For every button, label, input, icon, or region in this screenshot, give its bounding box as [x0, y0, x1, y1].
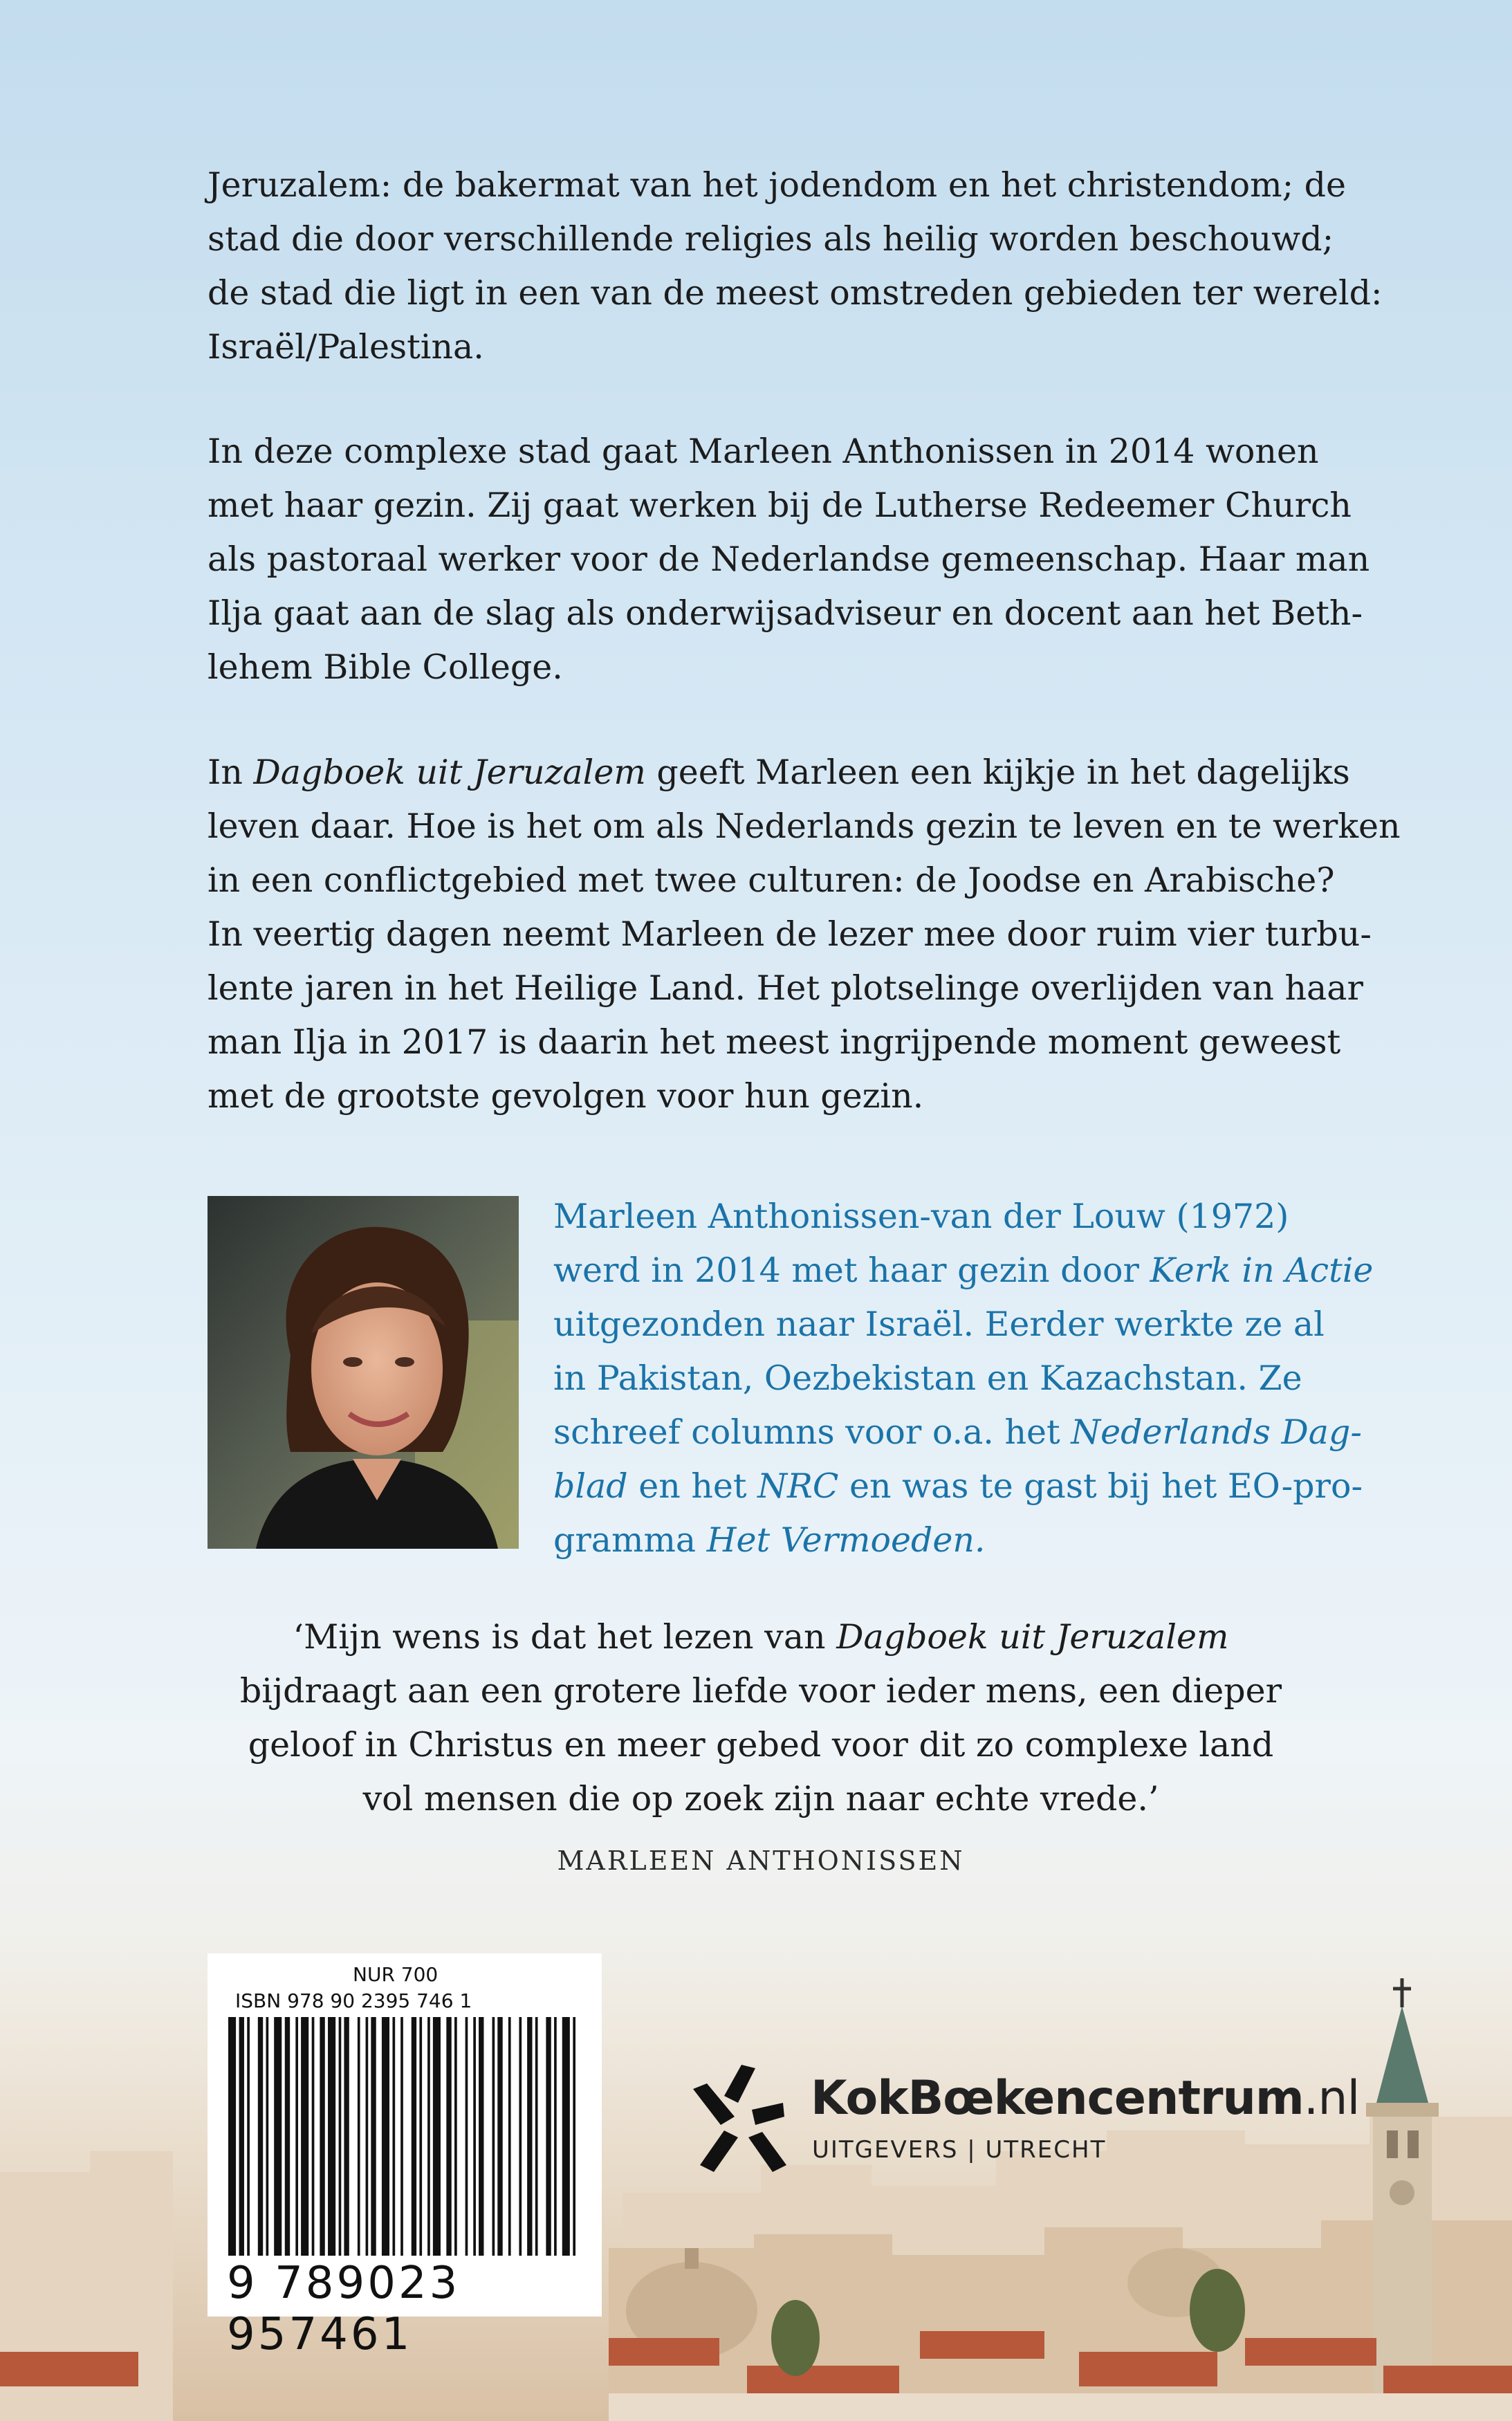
kokboekencentrum-logo-icon: [686, 2061, 790, 2179]
nur-code: NUR 700: [353, 1963, 439, 1986]
bio-emphasis: blad: [553, 1466, 628, 1506]
barcode-bar: [562, 2017, 570, 2256]
context-line: Ilja gaat aan de slag als onderwijsadviseur en docent aan het Beth-: [208, 593, 1363, 633]
publisher-name-text: KokBœkencentrum: [811, 2071, 1304, 2126]
intro-line: Israël/Palestina.: [208, 327, 484, 367]
bio-text: schreef columns voor o.a. het: [553, 1412, 1071, 1452]
barcode-bars-icon: [228, 2017, 581, 2256]
barcode-bar: [228, 2017, 236, 2256]
summary-line: met de grootste gevolgen voor hun gezin.: [208, 1076, 924, 1116]
context-line: met haar gezin. Zij gaat werken bij de Lutherse Redeemer Church: [208, 486, 1352, 525]
intro-line: Jeruzalem: de bakermat van het jodendom en het christendom; de: [208, 165, 1347, 205]
isbn-number: ISBN 978 90 2395 746 1: [235, 1989, 472, 2012]
bio-line: [553, 1244, 1374, 1298]
summary-line: man Ilja in 2017 is daarin het meest ingrijpende moment geweest: [208, 1022, 1341, 1062]
summary-line: in een conflictgebied met twee culturen: de Joodse en Arabische?: [208, 860, 1335, 900]
barcode-bar: [419, 2017, 422, 2256]
bio-text: gramma: [553, 1520, 707, 1560]
bio-line: [553, 1460, 1363, 1513]
author-portrait-icon: [208, 1196, 519, 1549]
barcode-bar: [546, 2017, 551, 2256]
summary-line: In veertig dagen neemt Marleen de lezer mee door ruim vier turbu-: [208, 914, 1372, 954]
context-paragraph: [208, 425, 1370, 694]
barcode-bar: [320, 2017, 324, 2256]
author-quote: [208, 1610, 1314, 1826]
context-line: als pastoraal werker voor de Nederlandse gemeenschap. Haar man: [208, 540, 1370, 579]
summary-line: [208, 746, 1350, 800]
bio-line: in Pakistan, Oezbekistan en Kazachstan. Ze: [553, 1359, 1302, 1398]
barcode-bar: [382, 2017, 389, 2256]
barcode-bar: [554, 2017, 557, 2256]
barcode-bar: [497, 2017, 502, 2256]
barcode-bar: [344, 2017, 349, 2256]
barcode-bar: [285, 2017, 290, 2256]
barcode-bar: [366, 2017, 369, 2256]
publisher-tld: .nl: [1303, 2071, 1360, 2126]
quote-line: geloof in Christus en meer gebed voor dit zo complexe land: [248, 1725, 1274, 1765]
barcode-bar: [465, 2017, 468, 2256]
bio-text: werd in 2014 met haar gezin door: [553, 1251, 1150, 1290]
quote-line: bijdraagt aan een grotere liefde voor ieder mens, een dieper: [239, 1671, 1282, 1711]
publisher-name: [811, 2071, 1359, 2126]
intro-line: de stad die ligt in een van de meest omstreden gebieden ter wereld:: [208, 273, 1383, 313]
barcode-bar: [371, 2017, 376, 2256]
bio-line: [553, 1513, 1314, 1567]
barcode-bar: [473, 2017, 476, 2256]
bio-text: en het: [627, 1466, 758, 1506]
barcode-bar: [400, 2017, 403, 2256]
barcode-bar: [412, 2017, 416, 2256]
summary-paragraph: [208, 746, 1401, 1123]
quote-line: [208, 1610, 1314, 1664]
publisher-subtitle: UITGEVERS | UTRECHT: [812, 2136, 1107, 2164]
bio-emphasis: Het Vermoeden.: [706, 1520, 986, 1560]
barcode-panel: [208, 1953, 602, 2360]
quote-line: vol mensen die op zoek zijn naar echte vrede.’: [362, 1779, 1159, 1819]
bio-line: uitgezonden naar Israël. Eerder werkte ze al: [553, 1305, 1325, 1344]
barcode-digits: 9 789023 957461: [227, 2258, 461, 2360]
barcode-bar: [266, 2017, 269, 2256]
barcode-bar: [239, 2017, 244, 2256]
barcode-bar: [247, 2017, 250, 2256]
intro-line: stad die door verschillende religies als heilig worden beschouwd;: [208, 219, 1334, 259]
context-line: lehem Bible College.: [208, 647, 563, 687]
quote-emphasis: Dagboek uit Jeruzalem: [836, 1617, 1229, 1657]
barcode-bar: [492, 2017, 495, 2256]
bio-line: Marleen Anthonissen-van der Louw (1972): [553, 1197, 1289, 1236]
barcode-bar: [312, 2017, 315, 2256]
author-photo: [208, 1196, 519, 1549]
barcode-bar: [392, 2017, 395, 2256]
bio-emphasis: Kerk in Actie: [1150, 1251, 1374, 1290]
barcode-bar: [274, 2017, 282, 2256]
bio-emphasis: Nederlands Dag-: [1071, 1412, 1362, 1452]
quote-text: ‘Mijn wens is dat het lezen van: [293, 1617, 837, 1657]
barcode-bar: [527, 2017, 532, 2256]
barcode-bar: [433, 2017, 441, 2256]
bio-line: [553, 1406, 1362, 1460]
barcode-bar: [427, 2017, 430, 2256]
barcode-bar: [446, 2017, 451, 2256]
barcode-bar: [339, 2017, 342, 2256]
barcode-bar: [508, 2017, 511, 2256]
summary-line: lente jaren in het Heilige Land. Het plotselinge overlijden van haar: [208, 968, 1363, 1008]
summary-suffix: geeft Marleen een kijkje in het dagelijks: [645, 753, 1350, 792]
book-title: Dagboek uit Jeruzalem: [253, 753, 646, 792]
quote-author: MARLEEN ANTHONISSEN: [557, 1845, 965, 1876]
barcode-bar: [301, 2017, 308, 2256]
barcode-bar: [519, 2017, 522, 2256]
intro-paragraph: [208, 158, 1383, 374]
barcode-bar: [454, 2017, 457, 2256]
barcode-bar: [295, 2017, 298, 2256]
barcode-bar: [479, 2017, 483, 2256]
summary-line: leven daar. Hoe is het om als Nederlands gezin te leven en te werken: [208, 807, 1401, 846]
barcode-bar: [573, 2017, 575, 2256]
author-bio: [553, 1190, 1374, 1567]
barcode-bar: [358, 2017, 360, 2256]
barcode-bar: [535, 2017, 538, 2256]
summary-prefix: In: [208, 753, 254, 792]
bio-text: en was te gast bij het EO-pro-: [838, 1466, 1363, 1506]
context-line: In deze complexe stad gaat Marleen Anthonissen in 2014 wonen: [208, 432, 1319, 471]
barcode-bar: [258, 2017, 263, 2256]
bio-emphasis: NRC: [757, 1466, 839, 1506]
barcode-bar: [328, 2017, 335, 2256]
